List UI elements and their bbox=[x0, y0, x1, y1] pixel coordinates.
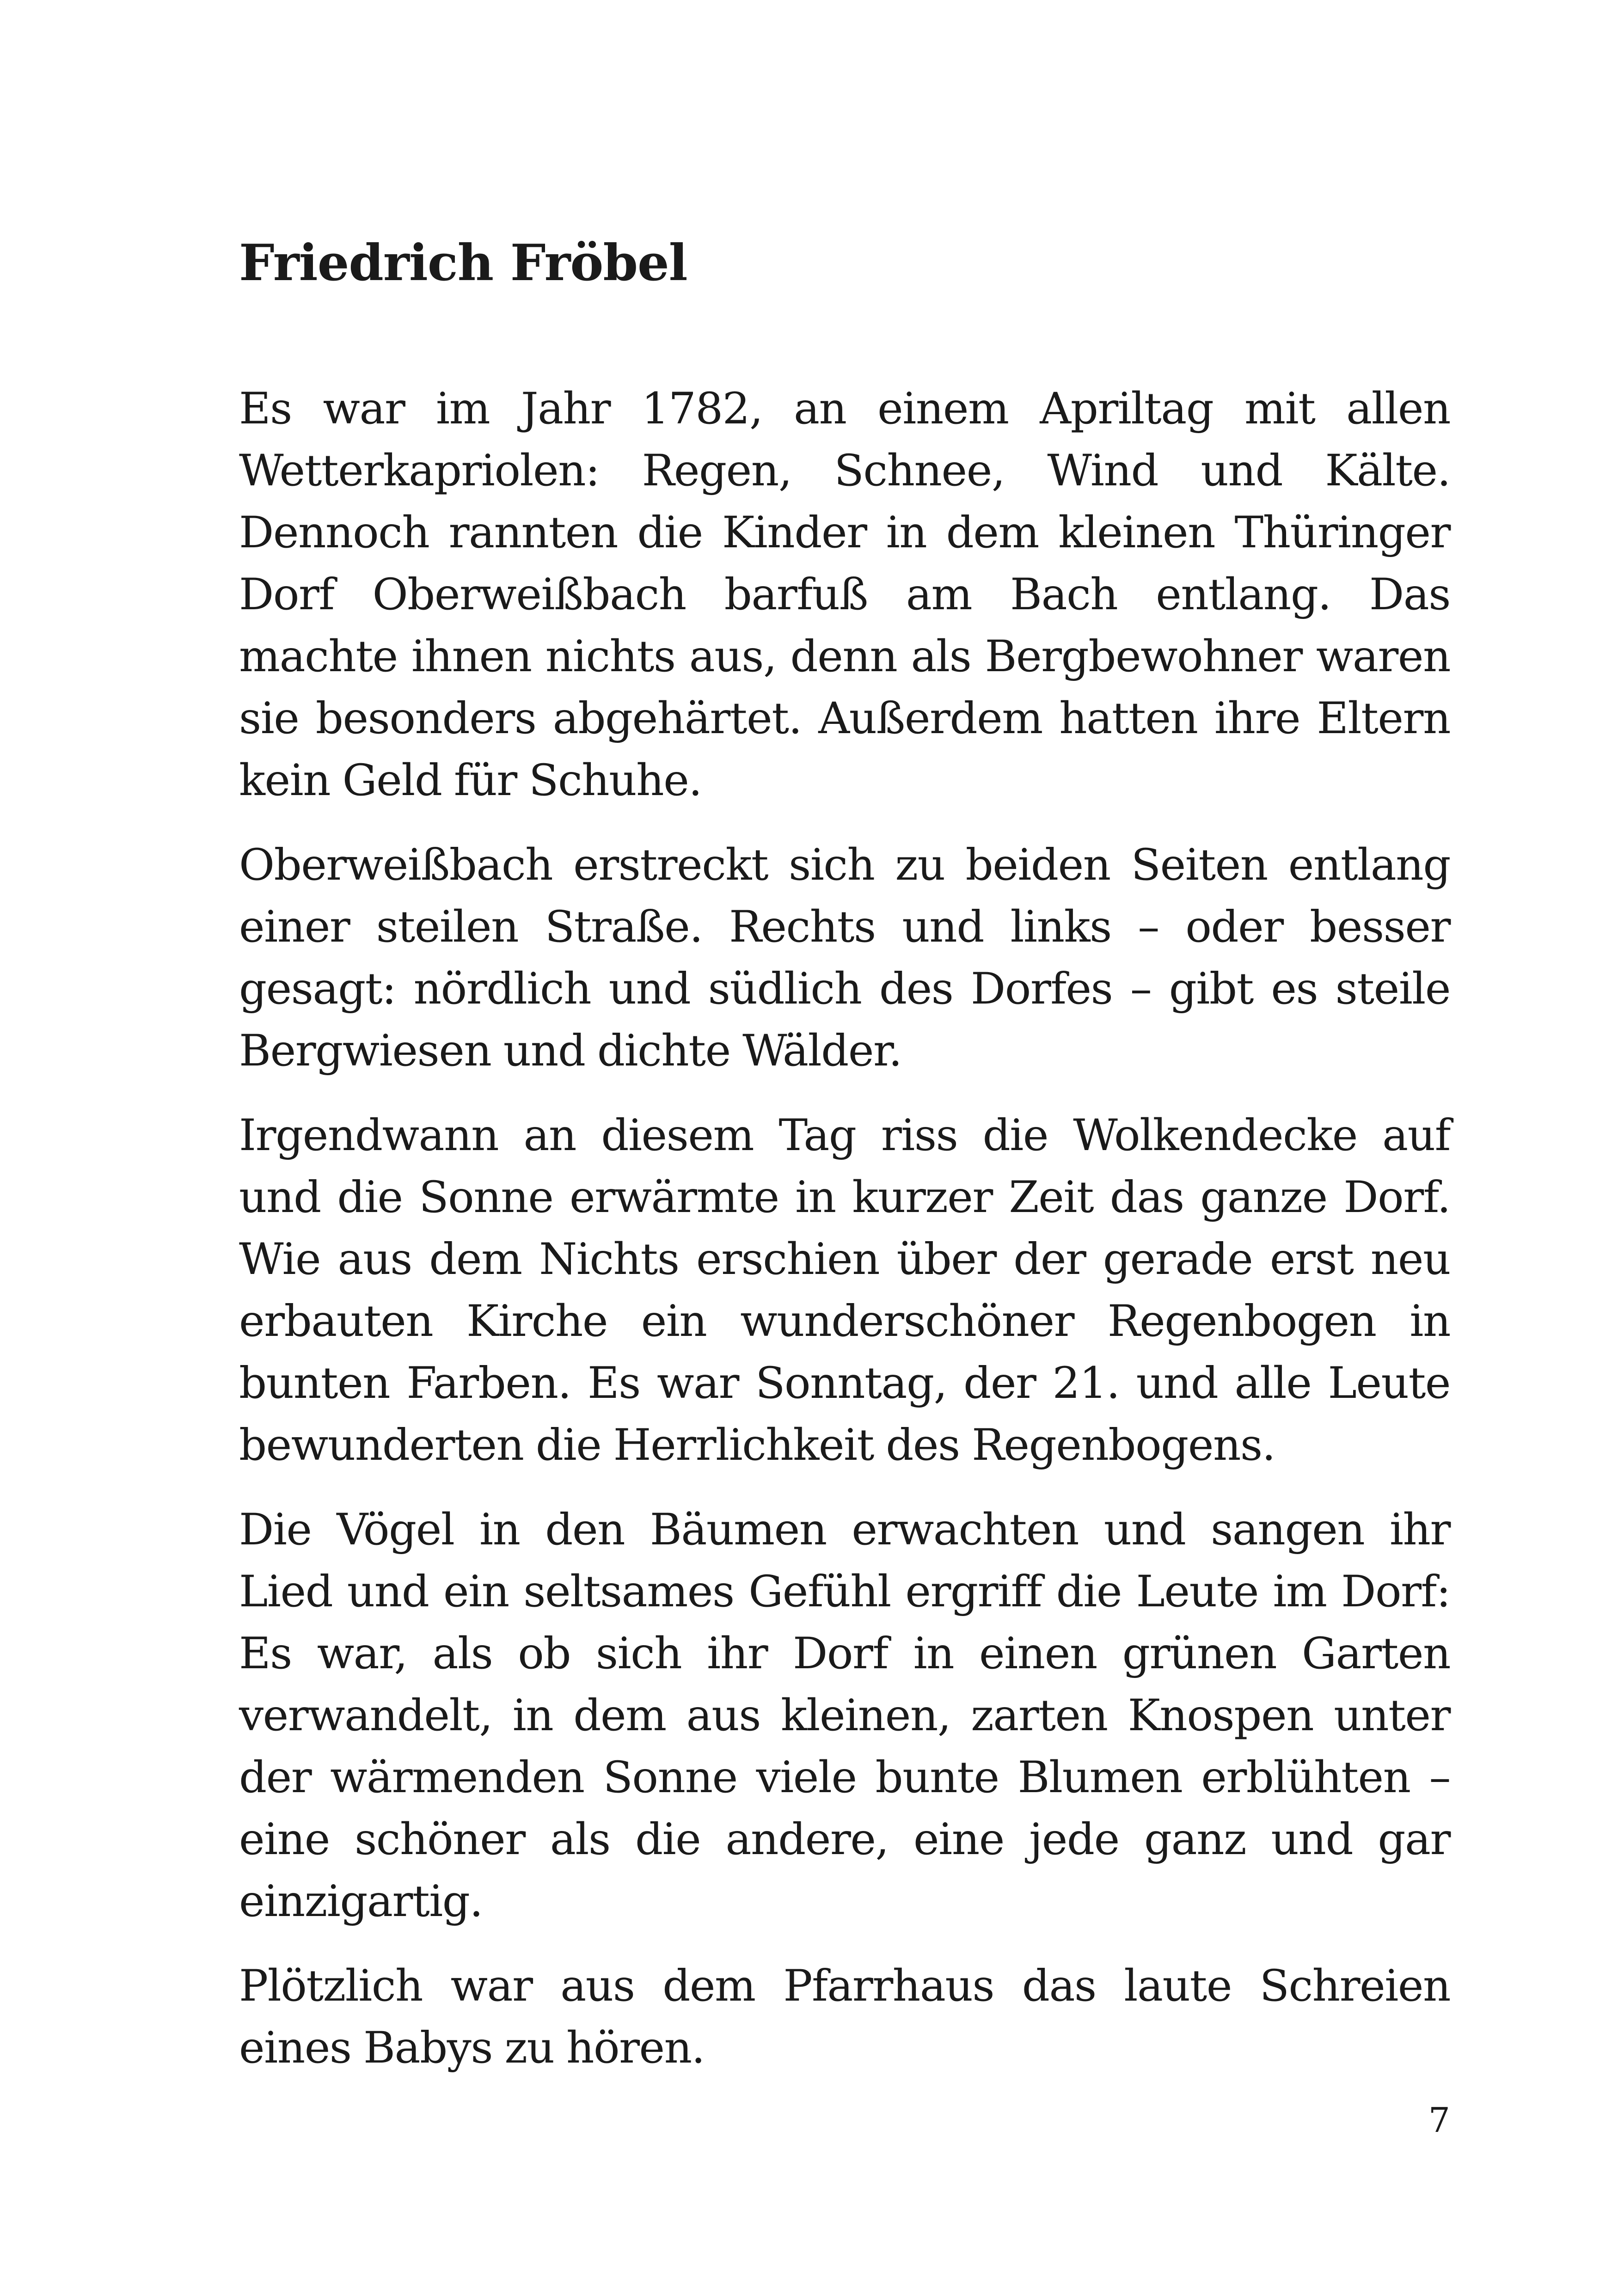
paragraph-4: Die Vögel in den Bäumen erwachten und sangen ihr Lied und ein seltsames Gefühl ergriff die Leute im Dorf: Es war, als ob sich ihr Dorf in einen grünen Garten verwandelt, in dem aus kleinen, zarten Knospen unter der wärmenden Sonne viele bunte Blumen erblühten – eine schöner als die andere, eine jede ganz und gar einzigartig. bbox=[239, 1505, 1450, 1927]
paragraph-2: Oberweißbach erstreckt sich zu beiden Seiten entlang einer steilen Straße. Rechts und links – oder besser gesagt: nördlich und südlich des Dorfes – gibt es steile Bergwiesen und dichte Wälder. bbox=[239, 840, 1450, 1076]
paragraph-1: Es war im Jahr 1782, an einem Apriltag mit allen Wetterkapriolen: Regen, Schnee, Wind und Kälte. Dennoch rannten die Kinder in dem kleinen Thüringer Dorf Oberweißbach barfuß am Bach entlang. Das machte ihnen nichts aus, denn als Bergbewohner waren sie besonders abgehärtet. Außerdem hatten ihre Eltern kein Geld für Schuhe. bbox=[239, 384, 1450, 806]
paragraph-3: Irgendwann an diesem Tag riss die Wolkendecke auf und die Sonne erwärmte in kurzer Zeit das ganze Dorf. Wie aus dem Nichts erschien über der gerade erst neu erbauten Kirche ein wunderschöner Regenbogen in bunten Farben. Es war Sonntag, der 21. und alle Leute bewunderten die Herrlichkeit des Regenbogens. bbox=[239, 1110, 1450, 1470]
paragraph-5: Plötzlich war aus dem Pfarrhaus das laute Schreien eines Babys zu hören. bbox=[239, 1961, 1450, 2073]
page-number: 7 bbox=[1428, 2100, 1450, 2140]
chapter-title: Friedrich Fröbel bbox=[239, 234, 687, 292]
document-page bbox=[239, 0, 1450, 2296]
body-text bbox=[239, 378, 1450, 2102]
